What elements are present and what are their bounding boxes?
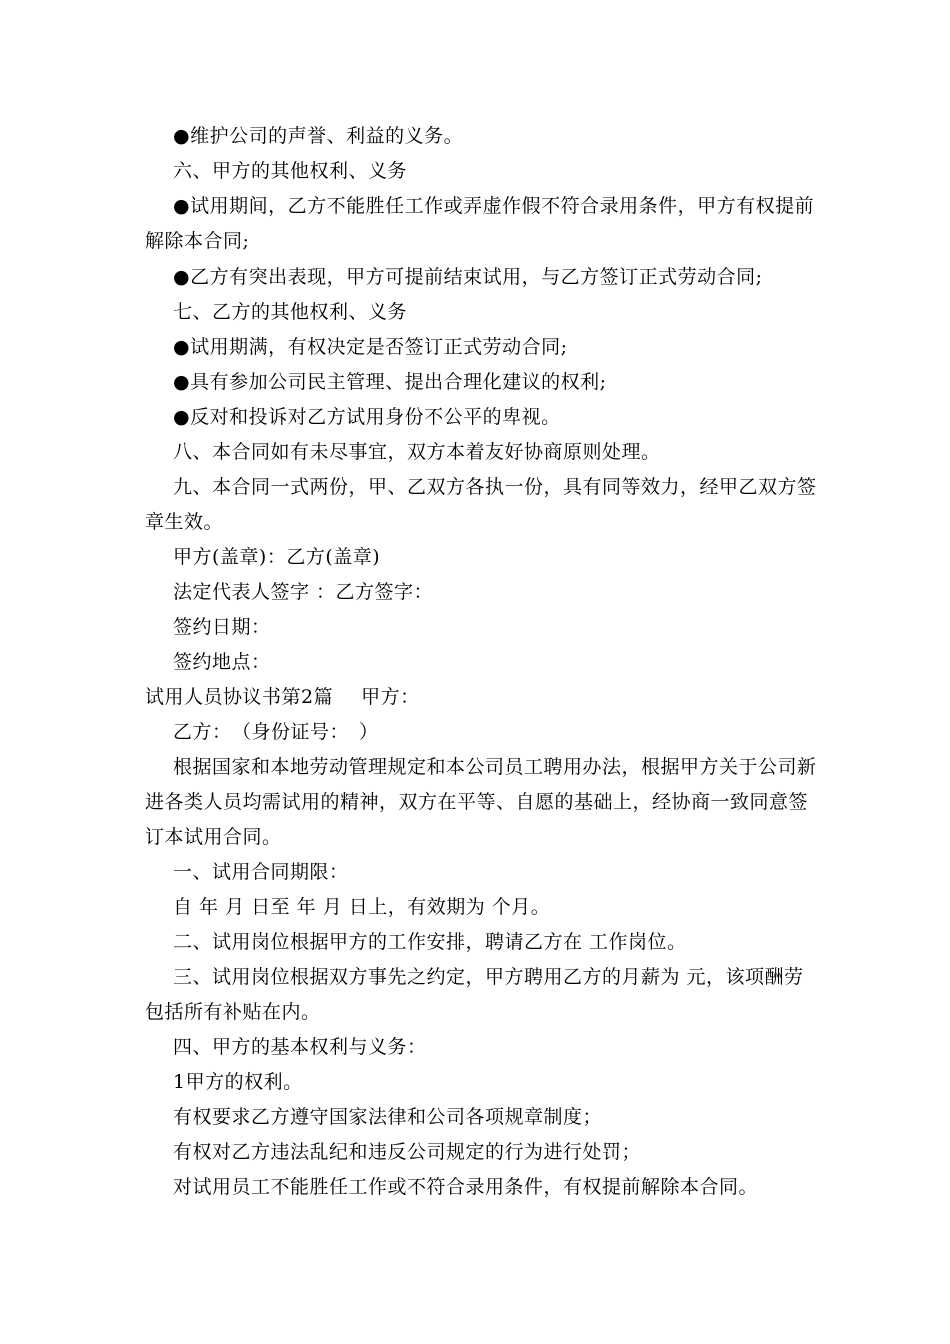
paragraph-line: ●试用期满，有权决定是否签订正式劳动合同; xyxy=(173,336,568,358)
signature-line: 签约地点： xyxy=(173,651,271,673)
paragraph-line: 有权要求乙方遵守国家法律和公司各项规章制度； xyxy=(173,1106,603,1128)
paragraph-line: ●具有参加公司民主管理、提出合理化建议的权利; xyxy=(173,371,607,393)
paragraph-line: 解除本合同; xyxy=(145,230,250,252)
paragraph-line: ●反对和投诉对乙方试用身份不公平的卑视。 xyxy=(173,406,561,428)
party-b-label: 乙方： （身份证号： ） xyxy=(173,721,379,743)
paragraph-line: 根据国家和本地劳动管理规定和本公司员工聘用办法，根据甲方关于公司新 xyxy=(173,756,817,778)
party-a-label: 甲方： xyxy=(361,686,420,708)
section-heading: 六、甲方的其他权利、义务 xyxy=(173,160,408,182)
paragraph-line: 包括所有补贴在内。 xyxy=(145,1001,321,1023)
paragraph-line: ●维护公司的声誉、利益的义务。 xyxy=(173,125,464,147)
section-heading: 一、试用合同期限： xyxy=(173,861,349,883)
signature-line: 法定代表人签字 ：乙方签字： xyxy=(173,581,434,603)
signature-line: 签约日期： xyxy=(173,616,271,638)
section-heading: 三、试用岗位根据双方事先之约定，甲方聘用乙方的月薪为 元，该项酬劳 xyxy=(173,966,804,988)
section-heading: 九、本合同一式两份，甲、乙双方各执一份，具有同等效力，经甲乙双方签 xyxy=(173,476,817,498)
paragraph-line: 对试用员工不能胜任工作或不符合录用条件，有权提前解除本合同。 xyxy=(173,1176,759,1198)
document-title-line xyxy=(145,685,420,709)
paragraph-line: ●乙方有突出表现，甲方可提前结束试用，与乙方签订正式劳动合同; xyxy=(173,266,763,288)
paragraph-line: 订本试用合同。 xyxy=(145,826,282,848)
paragraph-line: 进各类人员均需试用的精神，双方在平等、自愿的基础上，经协商一致同意签 xyxy=(145,791,809,813)
section-heading: 八、本合同如有未尽事宜，双方本着友好协商原则处理。 xyxy=(173,441,661,463)
signature-line: 甲方(盖章)：乙方(盖章) xyxy=(173,546,381,568)
paragraph-line: 有权对乙方违法乱纪和违反公司规定的行为进行处罚； xyxy=(173,1141,642,1163)
paragraph-line: 自 年 月 日至 年 月 日上，有效期为 个月。 xyxy=(173,896,551,918)
section-heading: 七、乙方的其他权利、义务 xyxy=(173,301,408,323)
paragraph-line: ●试用期间，乙方不能胜任工作或弄虚作假不符合录用条件，甲方有权提前 xyxy=(173,195,815,217)
section-heading: 二、试用岗位根据甲方的工作安排，聘请乙方在 工作岗位。 xyxy=(173,931,687,953)
paragraph-line: 章生效。 xyxy=(145,511,224,533)
document-title: 试用人员协议书第2篇 xyxy=(145,686,334,708)
section-heading: 四、甲方的基本权利与义务： xyxy=(173,1036,427,1058)
subheading: 1甲方的权利。 xyxy=(173,1071,303,1093)
